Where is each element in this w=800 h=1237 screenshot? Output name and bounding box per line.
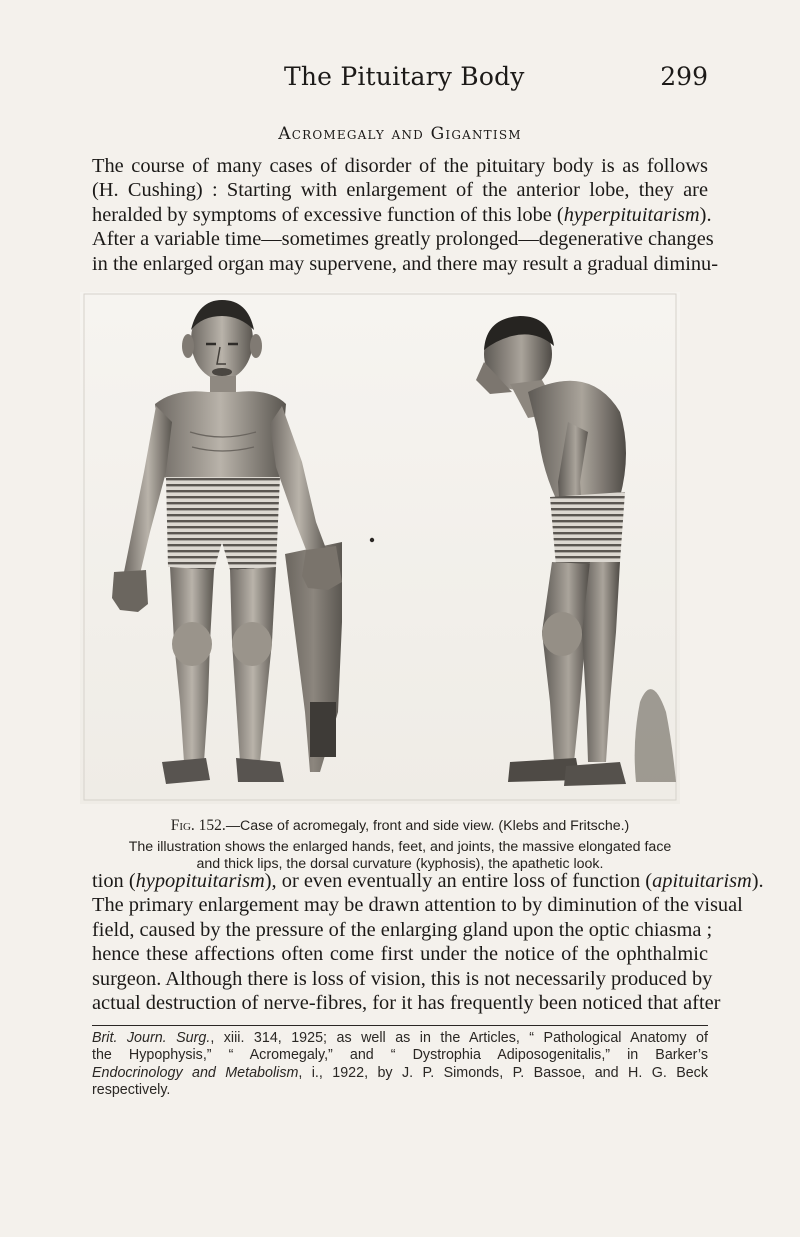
text-run: heralded by symptoms of excessive function of this lobe ( bbox=[92, 203, 564, 226]
running-head bbox=[270, 62, 708, 96]
term-hypopituitarism: hypopituitarism bbox=[135, 870, 265, 892]
caption-line: The illustration shows the enlarged hands, feet, and joints, the massive elongated face bbox=[128, 839, 672, 855]
figure-acromegaly-photograph bbox=[80, 292, 680, 804]
figure-caption-title bbox=[80, 817, 720, 835]
term-hyperpituitarism: hyperpituitarism bbox=[563, 203, 700, 226]
paragraph-line: The primary enlargement may be drawn attention to by diminution of the visual bbox=[92, 894, 743, 917]
text-run: , i., 1922, by J. P. Simonds, P. Bassoe, and H. G. Beck bbox=[298, 1064, 708, 1081]
running-title: The Pituitary Body bbox=[284, 62, 525, 91]
front-left-foot bbox=[162, 758, 210, 784]
side-back-foot bbox=[564, 762, 626, 786]
paragraph-line bbox=[92, 203, 712, 227]
text-run: tion ( bbox=[92, 870, 136, 892]
post-base bbox=[310, 702, 336, 757]
text-run: , xiii. 314, 1925; as well as in the Articles, “ Pathological Anatomy of bbox=[210, 1030, 708, 1046]
paragraph-line bbox=[92, 869, 764, 893]
paragraph-2 bbox=[92, 869, 764, 1015]
front-right-hand bbox=[302, 546, 342, 590]
figure-caption-body bbox=[80, 839, 720, 873]
page-number: 299 bbox=[660, 62, 708, 91]
footnote-line: the Hypophysis,” “ Acromegaly,” and “ Dystrophia Adiposogenitalis,” in Barker’s bbox=[92, 1047, 708, 1064]
paragraph-line: in the enlarged organ may supervene, and there may result a gradual diminu- bbox=[92, 252, 719, 275]
paragraph-line: (H. Cushing) : Starting with enlargement of the anterior lobe, they are bbox=[92, 179, 708, 202]
acromegaly-figures-illustration bbox=[80, 292, 680, 804]
front-left-hand bbox=[112, 570, 148, 612]
paragraph-line: surgeon. Although there is loss of vision, this is not necessarily produced by bbox=[92, 967, 713, 990]
footnote bbox=[92, 1030, 708, 1100]
paragraph-line: actual destruction of nerve-fibres, for it has frequently been noticed that after bbox=[92, 992, 721, 1015]
caption-line: and thick lips, the dorsal curvature (kyphosis), the apathetic look. bbox=[196, 856, 604, 872]
paragraph-1 bbox=[92, 154, 719, 276]
term-apituitarism: apituitarism bbox=[652, 870, 752, 892]
footnote-line: respectively. bbox=[92, 1082, 171, 1099]
paragraph-line: field, caused by the pressure of the enlarging gland upon the optic chiasma ; bbox=[92, 918, 713, 941]
side-shorts bbox=[550, 492, 625, 566]
book-title: Endocrinology and Metabolism bbox=[92, 1064, 299, 1081]
paragraph-line: The course of many cases of disorder of the pituitary body is as follows bbox=[92, 155, 708, 177]
figure-label: Fig. 152. bbox=[170, 817, 226, 834]
paragraph-line: hence these affections often come first under the notice of the ophthalmic bbox=[92, 943, 708, 966]
journal-title: Brit. Journ. Surg. bbox=[92, 1030, 211, 1046]
footnote-divider bbox=[92, 1025, 708, 1026]
figure-caption-text: —Case of acromegaly, front and side view. (Klebs and Fritsche.) bbox=[225, 818, 630, 834]
section-heading: Acromegaly and Gigantism bbox=[278, 124, 522, 144]
footnote-line bbox=[92, 1030, 708, 1047]
text-run: ), or even eventually an entire loss of function ( bbox=[264, 870, 653, 892]
text-run: ). bbox=[751, 870, 764, 892]
paragraph-line: After a variable time—sometimes greatly prolonged—degenerative changes bbox=[92, 228, 714, 251]
footnote-line bbox=[92, 1065, 708, 1082]
text-run: ). bbox=[699, 203, 712, 226]
